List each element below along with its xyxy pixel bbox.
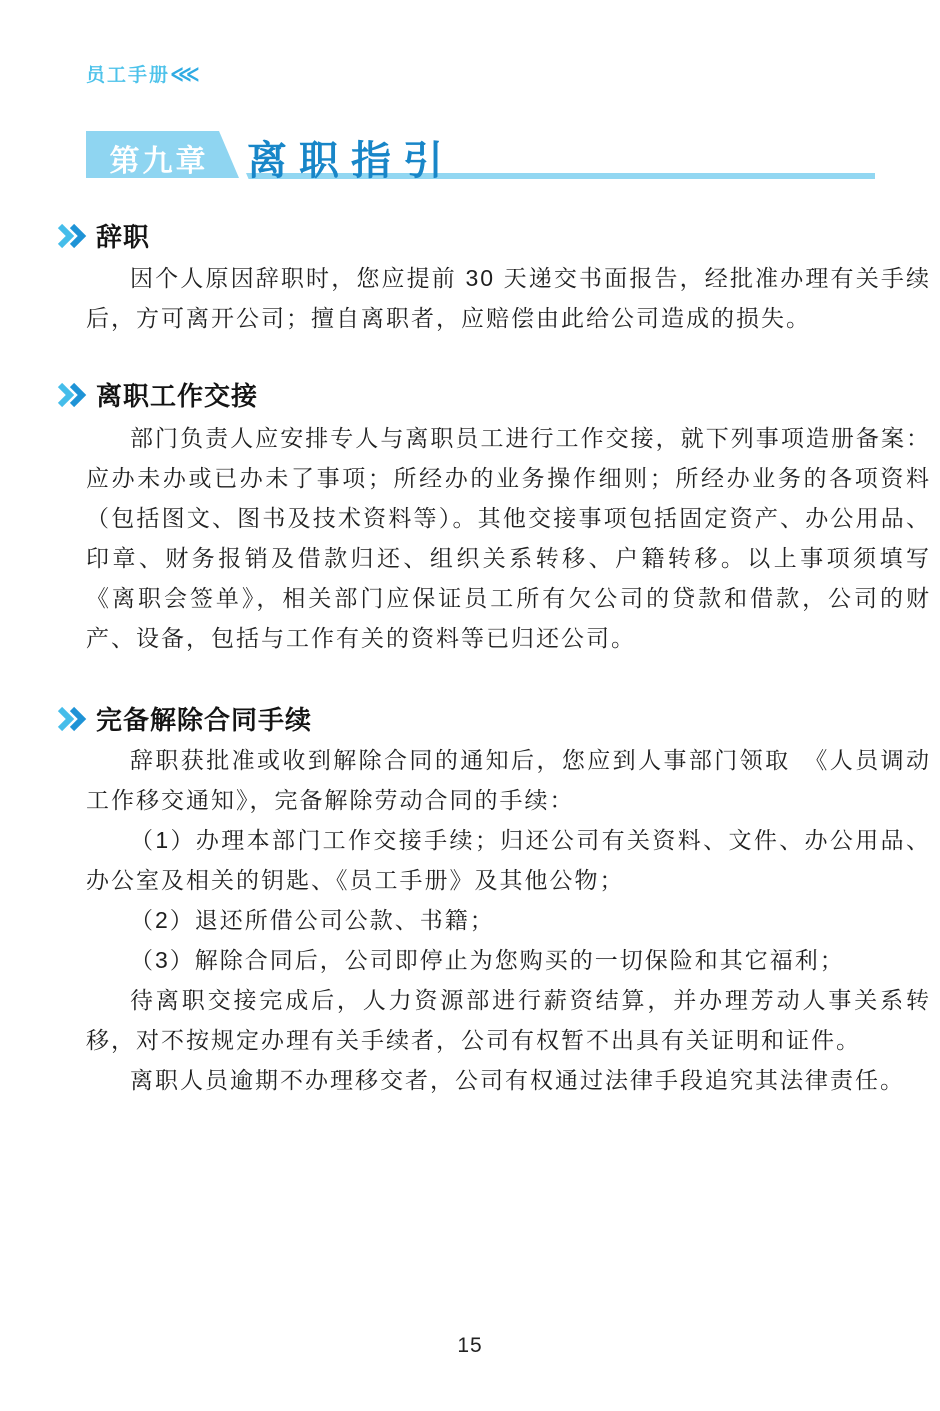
paragraph: 待离职交接完成后，人力资源部进行薪资结算，并办理芳动人事关系转移，对不按规定办理有关手续者，公司有权暂不出具有关证明和证件。: [86, 987, 931, 1053]
paragraph: 因个人原因辞职时，您应提前 30 天递交书面报告，经批准办理有关手续后，方可离开公司；擅自离职者，应赔偿由此给公司造成的损失。: [86, 265, 931, 331]
paragraph: 部门负责人应安排专人与离职员工进行工作交接，就下列事项造册备案：应办未办或已办未了事项；所经办的业务操作细则；所经办业务的各项资料（包括图文、图书及技术资料等）。其他交接事项包括固定资产、办公用品、印章、财务报销及借款归还、组织关系转移、户籍转移。以上事项须填写 《离职会签单》，相关部门应保证员工所有欠公司的贷款和借款，公司的财产、设备，包括与工作有关的资料等已归还公司。: [86, 425, 931, 651]
chapter-number: 第九章: [109, 145, 209, 178]
list-item-2: （2）退还所借公司公款、书籍；: [130, 907, 495, 933]
paragraph: 离职人员逾期不办理移交者，公司有权通过法律手段追究其法律责任。: [130, 1067, 905, 1093]
page-number: 15: [457, 1334, 483, 1357]
section-heading-contract-termination: [57, 700, 312, 737]
page-title: 离职指引: [247, 139, 455, 183]
section-body-resignation: [86, 258, 931, 338]
section-body-contract-termination: [86, 740, 931, 1100]
double-chevron-icon: [57, 223, 89, 249]
running-header: [86, 60, 200, 87]
list-item-3: （3）解除合同后，公司即停止为您购买的一切保险和其它福利；: [130, 947, 845, 973]
section-heading-resignation: [57, 217, 150, 254]
section-title: 完备解除合同手续: [96, 705, 313, 735]
running-header-title: 员工手册: [86, 65, 171, 86]
section-title: 辞职: [96, 222, 151, 252]
paragraph: 辞职获批准或收到解除合同的通知后，您应到人事部门领取 《人员调动工作移交通知》，完备解除劳动合同的手续：: [86, 747, 931, 813]
double-chevron-icon: [57, 706, 89, 732]
double-chevron-icon: [57, 382, 89, 408]
section-heading-handover: [57, 376, 258, 413]
list-item-1: （1）办理本部门工作交接手续；归还公司有关资料、文件、办公用品、办公室及相关的钥匙、《员工手册》及其他公物；: [86, 827, 931, 893]
triple-chevron-icon: ⋘: [170, 63, 200, 86]
section-title: 离职工作交接: [96, 381, 259, 411]
section-body-handover: [86, 418, 931, 658]
